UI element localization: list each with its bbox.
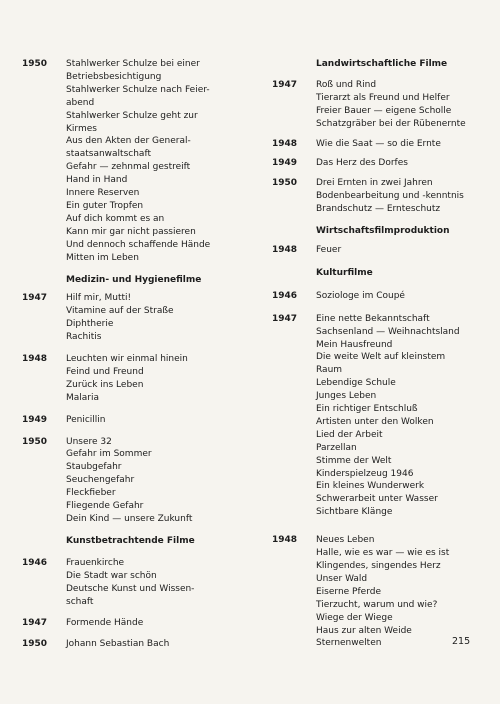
film-title: Das Herz des Dorfes (316, 158, 408, 169)
section-heading-kulturfilme: Kulturfilme (316, 267, 373, 278)
year-group-1949 (272, 157, 472, 170)
film-title: Innere Reserven (66, 188, 140, 199)
film-title-list (66, 436, 222, 526)
year-group-1947 (22, 292, 222, 344)
film-title: Fleckfieber (66, 488, 116, 499)
film-title: Ein guter Tropfen (66, 200, 144, 211)
section-heading-wirtschaftsfilmproduktion: Wirtschaftsfilmproduktion (316, 226, 450, 237)
film-title-list (66, 292, 222, 344)
film-title: Kann mir gar nicht passieren (66, 226, 196, 237)
film-title-list (316, 157, 472, 170)
year-label: 1950 (22, 639, 48, 650)
film-title: Schwerarbeit unter Wasser (316, 494, 438, 505)
film-title: Diphtherie (66, 319, 114, 330)
film-title: Stahlwerker Schulze nach Feier- (66, 84, 210, 95)
film-title: Eine nette Bekanntschaft (316, 313, 430, 324)
page-number: 215 (452, 636, 471, 647)
year-label: 1948 (272, 244, 298, 255)
film-title: Raum (316, 365, 343, 376)
film-title: Schatzgräber bei der Rübenernte (316, 118, 466, 129)
section-heading-kunstbetrachtende-filme: Kunstbetrachtende Filme (66, 535, 195, 546)
year-label: 1947 (22, 618, 48, 629)
film-title: Feuer (316, 244, 342, 255)
film-title: Hilf mir, Mutti! (66, 293, 132, 304)
film-title: Gefahr — zehnmal gestreift (66, 162, 191, 173)
year-group-1949 (22, 414, 222, 427)
film-title: Vitamine auf der Straße (66, 306, 174, 317)
film-title: Hand in Hand (66, 175, 128, 186)
film-title: Und dennoch schaffende Hände (66, 239, 211, 250)
year-group-1950 (22, 436, 222, 526)
film-title: Auf dich kommt es an (66, 213, 165, 224)
year-group-1948 (272, 244, 472, 257)
year-group-1950 (22, 638, 222, 651)
section-heading-landwirtschaftliche-filme: Landwirtschaftliche Filme (316, 59, 448, 69)
year-group-1947 (272, 79, 472, 131)
film-title: Frauenkirche (66, 557, 125, 568)
film-title: Sternenwelten (316, 638, 382, 649)
year-group-1948 (272, 534, 472, 650)
film-title: Lebendige Schule (316, 378, 396, 389)
film-title-list (66, 617, 222, 630)
film-title: Zurück ins Leben (66, 379, 144, 390)
year-label: 1950 (22, 436, 48, 447)
film-title: Bodenbearbeitung und -kenntnis (316, 191, 464, 202)
year-label: 1947 (272, 79, 298, 90)
film-title: schaft (66, 596, 94, 607)
film-title: Formende Hände (66, 618, 144, 629)
film-title: Artisten unter den Wolken (316, 416, 434, 427)
film-title: Freier Bauer — eigene Scholle (316, 105, 452, 116)
film-title: Soziologe im Coupé (316, 290, 405, 301)
section-heading-medizin-und-hygienefilme: Medizin- und Hygienefilme (66, 274, 202, 285)
film-title: abend (66, 97, 95, 108)
film-title: Sichtbare Klänge (316, 507, 393, 518)
film-title: Junges Leben (316, 391, 377, 402)
film-title-list (316, 138, 472, 151)
film-title: Kinderspielzeug 1946 (316, 468, 414, 479)
film-title-list (316, 290, 472, 303)
film-title: Johann Sebastian Bach (66, 639, 170, 650)
film-title: Gefahr im Sommer (66, 449, 152, 460)
film-title: Stahlwerker Schulze geht zur (66, 110, 198, 121)
film-title: Drei Ernten in zwei Jahren (316, 178, 433, 189)
film-title: Wie die Saat — so die Ernte (316, 138, 441, 149)
film-title: Deutsche Kunst und Wissen- (66, 583, 195, 594)
year-label: 1947 (272, 313, 298, 324)
film-title: Eiserne Pferde (316, 586, 381, 597)
film-title: Dein Kind — unsere Zukunft (66, 514, 193, 524)
film-title-list (316, 313, 472, 520)
film-title: Stahlwerker Schulze bei einer (66, 59, 200, 69)
film-title: Stimme der Welt (316, 455, 392, 466)
film-title: Lied der Arbeit (316, 429, 383, 440)
film-title: Wiege der Wiege (316, 612, 393, 623)
film-title: Die Stadt war schön (66, 570, 157, 581)
film-title-list (66, 638, 222, 651)
film-title-list (316, 79, 472, 131)
film-title: Ein kleines Wunderwerk (316, 481, 425, 492)
film-title: Ein richtiger Entschluß (316, 404, 418, 415)
film-title: Tierzucht, warum und wie? (316, 599, 438, 610)
film-title: Malaria (66, 392, 100, 403)
film-title-list (66, 58, 222, 265)
film-title: Neues Leben (316, 535, 375, 546)
film-title: Roß und Rind (316, 79, 377, 90)
film-title-list (66, 557, 222, 609)
film-title: Tierarzt als Freund und Helfer (316, 92, 450, 103)
film-title: Fliegende Gefahr (66, 501, 144, 512)
film-title: Rachitis (66, 332, 102, 343)
year-label: 1946 (272, 290, 298, 301)
film-title: Betriebsbesichtigung (66, 71, 162, 82)
film-title: Unsere 32 (66, 436, 112, 447)
film-title: Die weite Welt auf kleinstem (316, 352, 446, 363)
film-title: Aus den Akten der General- (66, 136, 191, 147)
year-label: 1946 (22, 557, 48, 568)
film-title: Leuchten wir einmal hinein (66, 354, 188, 365)
year-group-1946 (22, 557, 222, 609)
year-group-1947 (272, 313, 472, 520)
year-label: 1948 (22, 354, 48, 365)
year-label: 1949 (272, 158, 298, 169)
film-title: Sachsenland — Weihnachtsland (316, 326, 460, 337)
year-group-1948 (22, 353, 222, 405)
film-title: Seuchengefahr (66, 475, 135, 486)
film-title: Unser Wald (316, 573, 368, 584)
film-title: Haus zur alten Weide (316, 625, 412, 636)
film-title-list (316, 244, 472, 257)
film-title-list (316, 177, 472, 216)
left-column (22, 58, 222, 651)
year-group-1946 (272, 290, 472, 303)
year-group-1947 (22, 617, 222, 630)
year-label: 1950 (272, 178, 298, 189)
year-label: 1947 (22, 293, 48, 304)
film-title-list (316, 534, 472, 650)
year-label: 1950 (22, 59, 48, 69)
film-title: Mein Hausfreund (316, 339, 393, 350)
year-label: 1948 (272, 535, 298, 546)
year-group-1950 (22, 58, 222, 265)
film-title: staatsanwaltschaft (66, 149, 151, 160)
film-title: Mitten im Leben (66, 252, 139, 263)
film-title: Klingendes, singendes Herz (316, 561, 441, 571)
right-column (272, 58, 472, 650)
film-title-list (66, 353, 222, 405)
film-title: Feind und Freund (66, 366, 144, 377)
film-title: Penicillin (66, 414, 106, 425)
film-title: Staubgefahr (66, 462, 122, 473)
year-label: 1949 (22, 414, 48, 425)
film-title: Parzellan (316, 442, 357, 453)
film-title: Halle, wie es war — wie es ist (316, 548, 450, 559)
year-label: 1948 (272, 138, 298, 149)
film-title: Brandschutz — Ernteschutz (316, 204, 441, 215)
year-group-1950 (272, 177, 472, 216)
film-title-list (66, 414, 222, 427)
film-title: Kirmes (66, 123, 97, 134)
year-group-1948 (272, 138, 472, 151)
